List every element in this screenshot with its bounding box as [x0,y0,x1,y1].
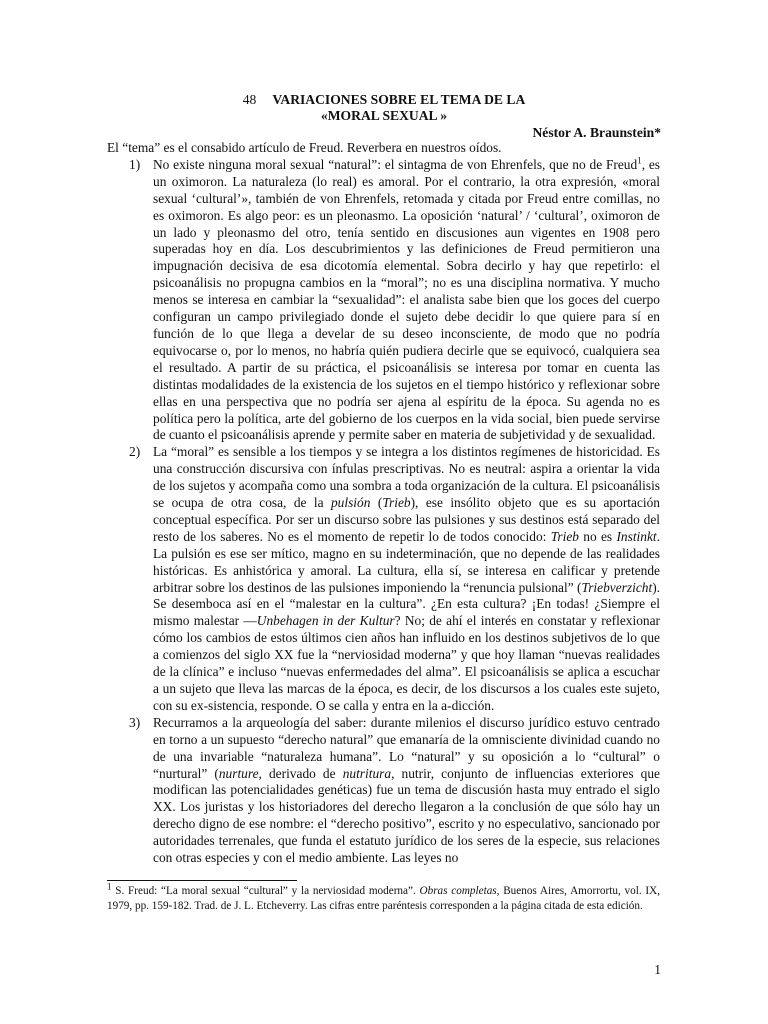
item-text: ), ese insólito objeto que es su aportación conceptual específica. Por ser un discurso sobre las pulsiones y sus destinos está separado del resto de los saberes. No es el momento de repetir lo de todos conocido: [153,495,660,544]
item-text: , nutrir, conjunto de influencias exteriores que modifican las potencialidades genéticas) fue un tema de discusión hasta muy entrado el siglo XX. Los juristas y los historiadores del derecho llegaron a la conclusión de que sólo hay un derecho digno de ese nombre: el “derecho positivo”, escrito y no especulativo, sancionado por autoridades terrenales, que funda el estatuto jurídico de los seres de la especie, sus relaciones con otras especies y con el medio ambiente. Las leyes no [153,765,660,866]
item-text: ). Se desemboca así en el “malestar en la cultura”. ¿En esta cultura? ¡En todas! ¿Siempre el mismo malestar — [153,579,660,629]
footnote-text: , Buenos Aires, Amorrortu, vol. IX, 1979, pp. 159-182. Trad. de J. L. Etcheverry. Las cifras entre paréntesis corresponden a la página citada de esta edición. [107,885,660,913]
item-text: , derivado de [258,765,343,781]
list-item-marker: 1) [129,156,141,172]
italic-term: Trieb [382,495,411,511]
list-item-marker: 2) [129,444,141,460]
article-title-line-1 [0,92,768,108]
list-item [107,715,660,867]
italic-term: pulsión [330,495,371,511]
page-number: 1 [654,962,661,977]
article-title-text-1: VARIACIONES SOBRE EL TEMA DE LA [272,92,526,107]
article-number: 48 [242,92,257,107]
italic-term: Obras completas [419,885,497,897]
item-text: La “moral” es sensible a los tiempos y se integra a los distintos regímenes de historicidad. Es una construcción discursiva con ínfulas prescriptivas. No es neutral: aspira a orientar la vida de los sujetos y acompaña como una sombra a toda organización de la cultura. El psicoanálisis se ocupa de otra cosa, de la [153,444,660,511]
italic-term: Trieb [550,528,579,544]
item-text: Recurramos a la arqueología del saber: durante milenios el discurso jurídico estuvo centrado en torno a un supuesto “derecho natural” que emanaría de la omnisciente divinidad cuando no de una invariable “naturaleza humana”. Lo “natural” y su oposición a lo “cultural” o “nurtural” ( [153,714,660,781]
list-item-marker: 3) [129,714,141,730]
item-text: ? No; de ahí el interés en constatar y reflexionar cómo los cambios de estos últimos cien años han influido en los destinos subjetivos de lo que a comienzos del siglo XX fue la “nerviosidad moderna” y que hoy llaman “nuevas realidades de la clínica” e incluso “nuevas enfermedades del alma”. El psicoanálisis se aplica a escuchar a un sujeto que lleva las marcas de la época, es decir, de los discursos a los cuales este sujeto, con su ex-sistencia, responde. O se calla y entra en la a-dicción. [153,613,660,713]
list-item [107,444,660,715]
footnote-divider [107,880,297,881]
numbered-list [107,157,660,867]
footnote-marker: 1 [107,881,112,892]
italic-term: nutritura [342,765,392,781]
footnote [107,881,660,914]
italic-term: nurture [218,765,259,781]
article-title-line-2: «MORAL SEXUAL » [320,108,448,123]
italic-term: Triebverzicht [581,579,653,595]
italic-term: Instinkt [616,528,657,544]
item-text: no es [578,528,617,544]
item-text: , es un oximoron. La naturaleza (lo real) es amoral. Por el contrario, la otra expresión, «moral sexual ‘cultural’», también de von Ehrenfels, retomada y citada por Freud entre comillas, no es oximoron. Es algo peor: es un pleonasmo. La oposición ‘natural’ / ‘cultural’, oximoron de un lado y pleonasmo del otro, tenía sentido en discusiones aun vigentes en 1908 pero superadas hoy en día. Los descubrimientos y las definiciones de Freud permitieron una impugnación decisiva de esa dicotomía elemental. Sobra decirlo y hay que repetirlo: el psicoanálisis no propugna cambios en la “moral”; no es una disciplina normativa. Y mucho menos se interesa en cambiar la “sexualidad”: el analista sabe bien que los goces del cuerpo configuran un campo privilegiado donde el sujeto debe decidir lo que quiere para sí en función de lo que llega a develar de su deseo inconsciente, de modo que no podría equivocarse o, por lo menos, no habría quién pudiera decirle que se equivocó, cualquiera sea el resultado. A partir de su práctica, el psicoanálisis se interesa por tomar en cuenta las distintas modalidades de la existencia de los sujetos en el tiempo histórico y reflexionar sobre ellas en una perspectiva que no podría ser ajena al espíritu de la época. Su agenda no es política pero la política, arte del gobierno de los cuerpos en la vida social, bien puede servirse de cuanto el psicoanálisis aprende y permite saber en materia de subjetividad y de sexualidad. [153,156,660,443]
footnote-reference: 1 [637,155,642,166]
item-text: ( [370,495,383,511]
list-item [107,157,660,444]
italic-term: Unbehagen in der Kultur [256,613,395,629]
footnote-text: S. Freud: “La moral sexual “cultural” y la nerviosidad moderna”. [111,885,420,897]
item-text: No existe ninguna moral sexual “natural”: el sintagma de von Ehrenfels, que no de Freud [153,156,638,172]
item-text: . La pulsión es ese ser mítico, magno en su indeterminación, que no depende de las realidades históricas. Es anhistórica y amoral. La cultura, ella sí, se interesa en calificar y pretende arbitrar sobre los destinos de las pulsiones imponiendo la “renuncia pulsional” ( [153,528,660,595]
article-body [107,140,660,867]
intro-paragraph: El “tema” es el consabido artículo de Freud. Reverbera en nuestros oídos. [107,140,502,155]
author-name: Néstor A. Braunstein* [532,125,661,140]
